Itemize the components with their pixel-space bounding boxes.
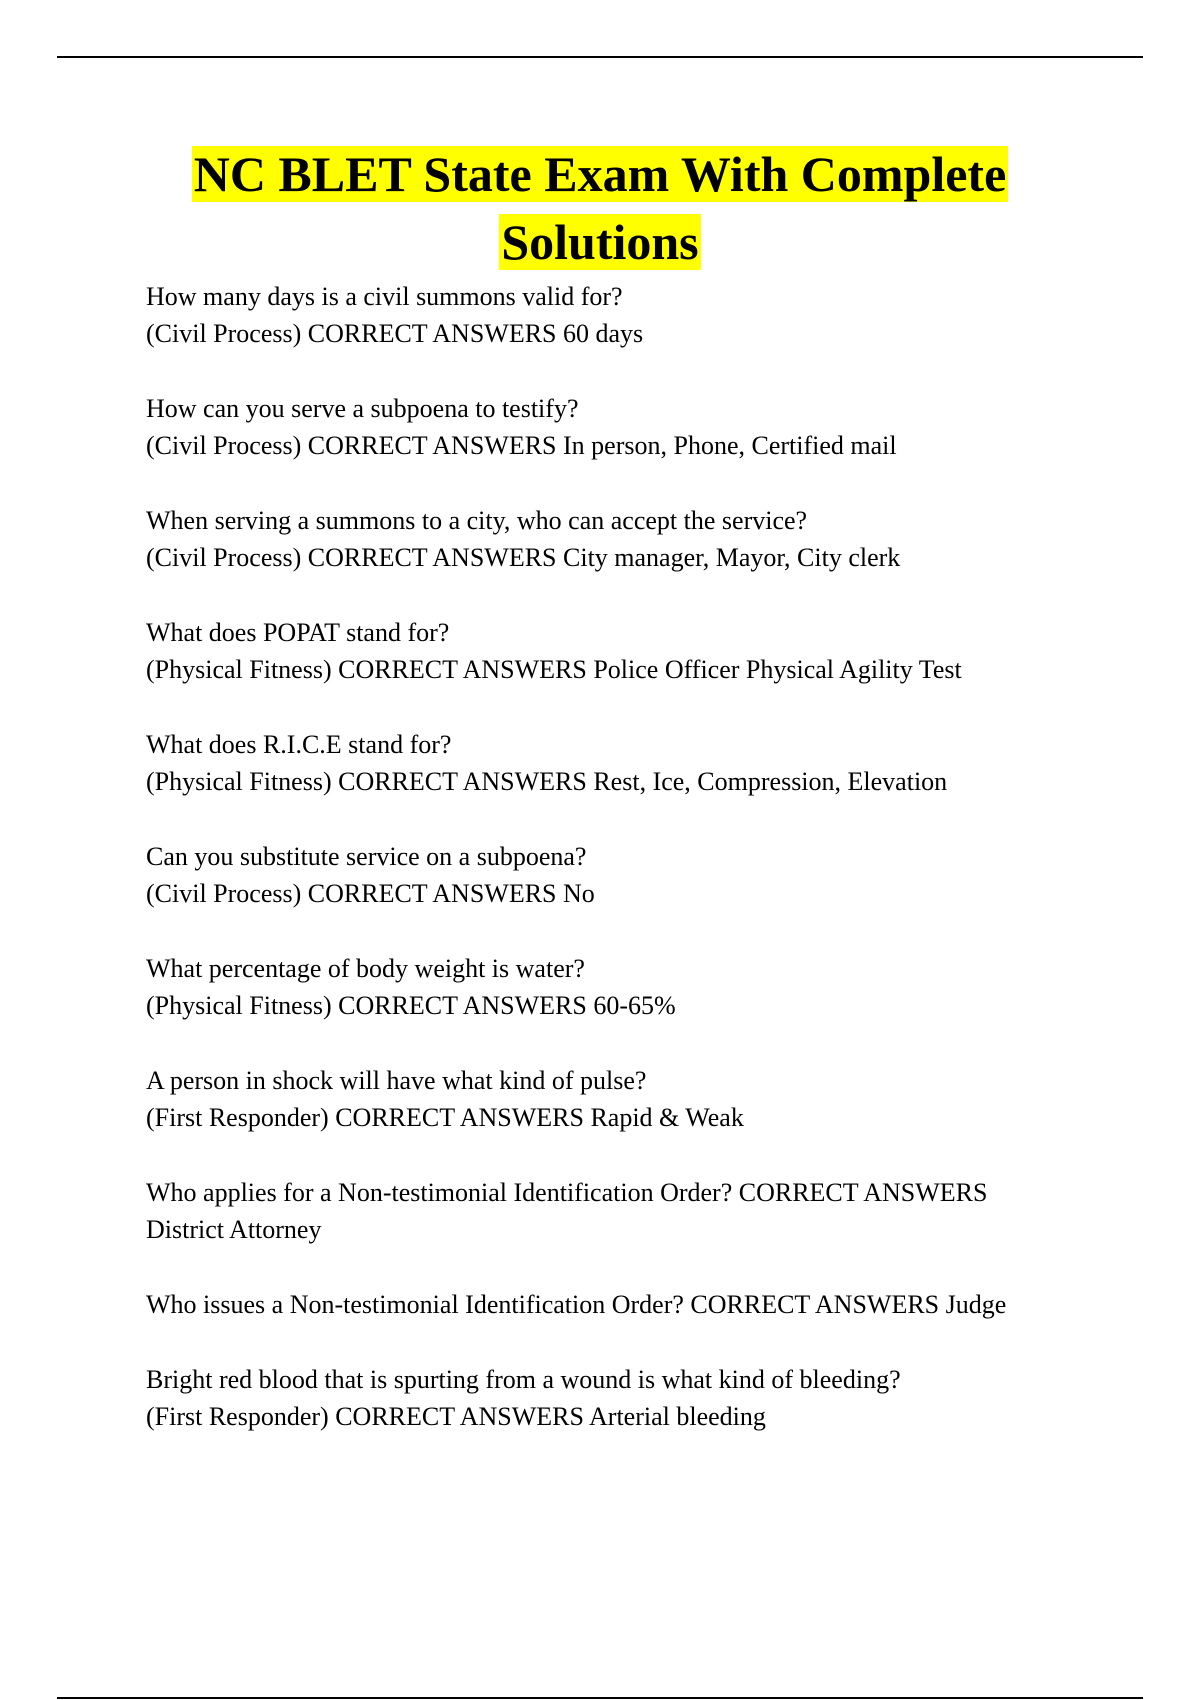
question-text: A person in shock will have what kind of pulse? (146, 1066, 647, 1095)
qa-item (146, 1286, 1106, 1323)
title-line-2: Solutions (501, 214, 699, 270)
bottom-rule (57, 1697, 1143, 1699)
answer-text: District Attorney (146, 1215, 322, 1244)
answer-text: (Civil Process) CORRECT ANSWERS 60 days (146, 319, 644, 348)
question-text: How many days is a civil summons valid for? (146, 282, 623, 311)
answer-text: (Civil Process) CORRECT ANSWERS No (146, 879, 595, 908)
answer-text: (First Responder) CORRECT ANSWERS Arterial bleeding (146, 1402, 766, 1431)
answer-text: (Physical Fitness) CORRECT ANSWERS 60-65% (146, 991, 676, 1020)
question-text: What does POPAT stand for? (146, 618, 450, 647)
qa-list (146, 278, 1106, 1473)
document-title (0, 140, 1200, 276)
answer-text: (Physical Fitness) CORRECT ANSWERS Police Officer Physical Agility Test (146, 655, 962, 684)
question-text: When serving a summons to a city, who can accept the service? (146, 506, 808, 535)
qa-item (146, 1062, 1106, 1136)
qa-item (146, 390, 1106, 464)
question-text: Can you substitute service on a subpoena? (146, 842, 587, 871)
qa-item (146, 726, 1106, 800)
answer-text: (First Responder) CORRECT ANSWERS Rapid & Weak (146, 1103, 744, 1132)
qa-item (146, 838, 1106, 912)
top-rule (57, 56, 1143, 58)
question-text: How can you serve a subpoena to testify? (146, 394, 579, 423)
question-text: Who applies for a Non-testimonial Identification Order? CORRECT ANSWERS (146, 1178, 988, 1207)
title-line-1: NC BLET State Exam With Complete (193, 146, 1007, 202)
question-text: What does R.I.C.E stand for? (146, 730, 452, 759)
qa-item (146, 1174, 1106, 1248)
answer-text: (Civil Process) CORRECT ANSWERS City manager, Mayor, City clerk (146, 543, 901, 572)
question-text: Bright red blood that is spurting from a wound is what kind of bleeding? (146, 1365, 901, 1394)
qa-item (146, 278, 1106, 352)
answer-text: (Physical Fitness) CORRECT ANSWERS Rest, Ice, Compression, Elevation (146, 767, 948, 796)
qa-item (146, 1361, 1106, 1435)
qa-item (146, 614, 1106, 688)
question-text: Who issues a Non-testimonial Identification Order? CORRECT ANSWERS Judge (146, 1290, 1007, 1319)
qa-item (146, 950, 1106, 1024)
answer-text: (Civil Process) CORRECT ANSWERS In person, Phone, Certified mail (146, 431, 897, 460)
question-text: What percentage of body weight is water? (146, 954, 585, 983)
qa-item (146, 502, 1106, 576)
